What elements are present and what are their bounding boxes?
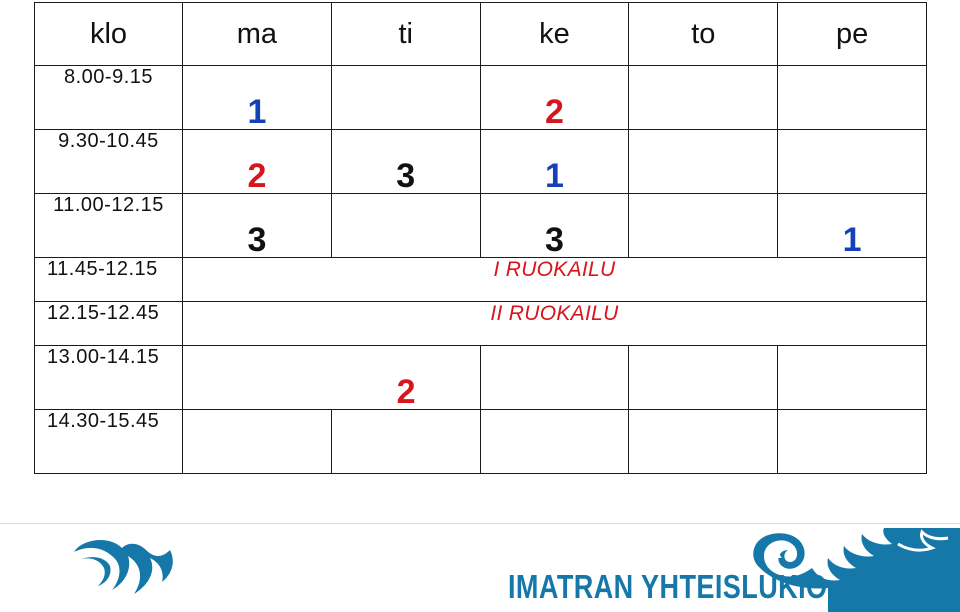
table-row: [35, 130, 927, 194]
slot-cell: 1: [778, 194, 927, 258]
time-cell: 12.15-12.45: [35, 302, 183, 346]
lunch-row: [35, 258, 927, 302]
lunch-cell: I RUOKAILU: [183, 258, 927, 302]
school-name: IMATRAN YHTEISLUKIO: [508, 568, 828, 605]
header-thursday: to: [629, 3, 778, 66]
schedule-table: [34, 2, 927, 474]
slot-cell: [183, 346, 481, 410]
header-time: klo: [35, 3, 183, 66]
slot-cell: [629, 130, 778, 194]
slot-cell: 3: [183, 194, 332, 258]
footer-divider: [0, 523, 960, 524]
time-cell: 13.00-14.15: [35, 346, 183, 410]
time-cell: 9.30-10.45: [35, 130, 183, 194]
slot-cell: [331, 194, 480, 258]
slot-cell: [629, 66, 778, 130]
time-cell: 8.00-9.15: [35, 66, 183, 130]
slot-cell: [331, 410, 480, 474]
slot-cell: [480, 346, 629, 410]
slot-cell: [778, 346, 927, 410]
table-row: [35, 410, 927, 474]
header-friday: pe: [778, 3, 927, 66]
header-row: [35, 3, 927, 66]
slot-cell: [480, 410, 629, 474]
time-cell: 11.00-12.15: [35, 194, 183, 258]
slot-cell: 1: [480, 130, 629, 194]
table-row: [35, 346, 927, 410]
slot-cell: [183, 410, 332, 474]
slot-cell: [778, 410, 927, 474]
lunch-row: [35, 302, 927, 346]
slot-cell: [778, 66, 927, 130]
slot-cell: [331, 66, 480, 130]
slot-cell: 3: [331, 130, 480, 194]
slot-cell: 1: [183, 66, 332, 130]
slot-cell: [629, 346, 778, 410]
wave-bird-logo-icon: [72, 538, 184, 596]
time-cell: 11.45-12.15: [35, 258, 183, 302]
header-monday: ma: [183, 3, 332, 66]
header-wednesday: ke: [480, 3, 629, 66]
slot-cell: 3: [480, 194, 629, 258]
header-tuesday: ti: [331, 3, 480, 66]
slot-cell: 2: [183, 130, 332, 194]
time-cell: 14.30-15.45: [35, 410, 183, 474]
lunch-cell: II RUOKAILU: [183, 302, 927, 346]
slot-cell: 2: [480, 66, 629, 130]
table-row: [35, 66, 927, 130]
slot-value: 2: [396, 373, 416, 410]
slot-cell: [629, 194, 778, 258]
table-row: [35, 194, 927, 258]
slot-cell: [778, 130, 927, 194]
slot-cell: [629, 410, 778, 474]
